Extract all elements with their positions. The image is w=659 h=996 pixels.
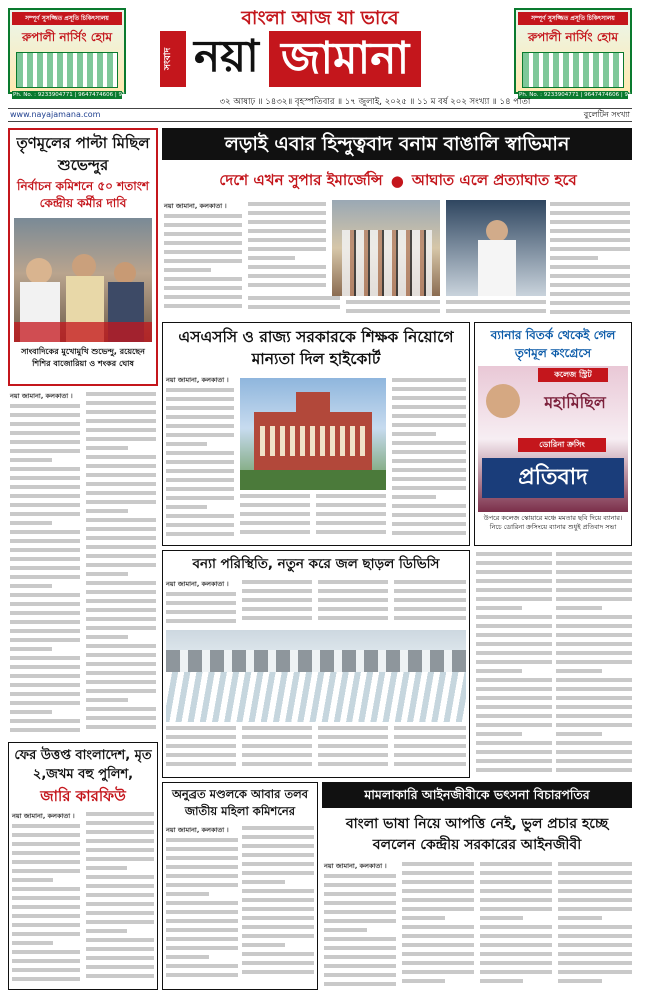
story-flood-body-col7 [318,726,388,774]
story-judge-body-col1 [324,874,396,988]
story-tmc-subheadline: নির্বাচন কমিশনে ৫০ শতাংশ কেন্দ্রীয় কর্মীর দাবি [17,179,149,210]
story-flood-body-col5 [166,726,236,774]
story-lead-body-col1 [164,214,242,312]
story-lead-photo-speaker [446,200,546,296]
story-lead-headline: লড়াই এবার হিন্দুত্ববাদ বনাম বাঙালি স্বাভিমান [224,133,570,155]
story-banner-caption: উপরে কলেজ স্কোয়ারে মঞ্চে মমতার ছবি দিয়ে ব্যানার। নিচে ডোরিনা ক্রসিংয়ে ব্যানার শুধুই প্রতিবাদ সভা [483,514,623,531]
ad-name: রুপালী নার্সিং হোম [21,30,113,44]
banner-photo-title: মহামিছিল [544,393,606,412]
story-ssc-photo-highcourt [240,378,386,490]
ad-building-image [522,52,624,88]
masthead-logo [160,28,480,90]
story-flood-body-col4 [394,580,466,626]
story-women-headline: অনুব্রত মণ্ডলকে আবার তলব জাতীয় মহিলা কমিশনের [171,787,309,818]
ad-left-nursing-home [8,8,154,98]
ad-phone: Ph. No. : 9233904771 | 9647474606 | 9153636368 [13,92,154,98]
story-judge-dateline: নয়া জামানা, কলকাতা । [324,862,387,870]
masthead-title-left: নয়া [194,30,259,82]
story-ssc-headline: এসএসসি ও রাজ্য সরকারকে শিক্ষক নিয়োগে মান্যতা দিল হাইকোর্ট [178,328,454,368]
website-link[interactable]: www.nayajamana.com [10,110,101,119]
story-flood-body-col3 [318,580,388,626]
story-lead-body-col5 [550,202,630,318]
story-lead-photo-rally [332,200,440,296]
story-lead-dateline: নয়া জামানা, কলকাতা । [164,202,227,210]
story-women-body-col1 [166,838,238,984]
story-bd-headline: ফের উত্তপ্ত বাংলাদেশ, মৃত ২,জখম বহু পুলিশ, [14,748,152,782]
story-women-dateline: নয়া জামানা, কলকাতা । [166,826,229,834]
story-lead-sub-right: আঘাত এলে প্রত্যাঘাত হবে [411,170,577,189]
bullet-dot-icon: ● [390,172,404,190]
masthead-sangbad: সংবাদ [160,31,186,87]
ad-top-line: সম্পূর্ণ সুসজ্জিত প্রসূতি চিকিৎসালয় [12,12,122,25]
story-ssc-body-col3 [316,494,386,542]
story-ssc-body-col4 [392,378,466,542]
ad-top-line: সম্পূর্ণ সুসজ্জিত প্রসূতি চিকিৎসালয় [518,12,628,25]
masthead-dateline: ৩২ আষাঢ় ॥ ১৪৩২॥ বৃহস্পতিবার ॥ ১৭ জুলাই, ২০২৫ ॥ ১১ ম বর্ষ ২০২ সংখ্যা ॥ ১৪ পাতা [219,97,531,107]
ad-building-image [16,52,118,88]
story-tmc-photo [14,218,152,342]
story-tmc-body-col2 [86,392,156,738]
masthead-tagline: বাংলা আজ যা ভাবে [241,7,399,29]
story-banner-body-col1 [476,552,552,778]
story-bd-dateline: নয়া জামানা, কলকাতা । [12,812,75,820]
story-lead-body-col2 [248,202,326,294]
story-flood-body-col8 [394,726,466,774]
story-lead-subheadline [172,166,624,196]
story-ssc-body-col1 [166,388,234,542]
story-bd-subheadline: জারি কারফিউ [40,787,126,805]
story-banner-headline: ব্যানার বিতর্ক থেকেই গেল তৃণমূল কংগ্রেসে [490,328,616,360]
story-flood-body-col1 [166,592,236,626]
story-ssc-body-col2 [240,494,310,542]
story-ssc-dateline: নয়া জামানা, কলকাতা । [166,376,229,384]
banner-photo-tag: ডোরিনা ক্রসিং [518,438,606,452]
story-tmc-dateline: নয়া জামানা, কলকাতা । [10,392,73,400]
story-tmc-body-col1 [10,404,80,738]
story-flood-body-col2 [242,580,312,626]
edition-label: বুলেটিন সংখ্যা [583,110,630,119]
story-flood-photo-dam [166,630,466,722]
story-lead-body-col3b [346,300,440,318]
story-banner-photo [478,366,628,512]
website-bar [8,108,632,122]
story-flood-dateline: নয়া জামানা, কলকাতা । [166,580,229,588]
story-bd-body-col1 [12,824,80,984]
story-flood-body-col6 [242,726,312,774]
story-flood-headline: বন্যা পরিস্থিতি, নতুন করে জল ছাড়ল ডিভিসি [192,556,440,572]
story-tmc-headline: তৃণমূলের পাল্টা মিছিল শুভেন্দুর [16,134,150,174]
banner-photo-top-label: কলেজ স্ট্রিট [538,368,608,382]
story-women-body-col2 [242,826,314,984]
ad-right-nursing-home [514,8,659,98]
banner-photo-main: প্রতিবাদ [482,458,624,498]
story-banner-body-col2 [556,552,632,778]
story-judge-headline: মামলাকারি আইনজীবীকে ভৎসনা বিচারপতির [364,787,590,802]
story-tmc-caption: সাংবাদিকের মুখোমুখি শুভেন্দু, রয়েছেন শিশির বাজোরিয়া ও শংকর ঘোষ [21,347,145,368]
story-judge-body-col4 [558,862,632,988]
story-lead-body-col4 [446,300,546,318]
story-judge-subheadline: বাংলা ভাষা নিয়ে আপত্তি নেই, ভুল প্রচার হচ্ছে বললেন কেন্দ্রীয় সরকারের আইনজীবী [345,816,609,853]
story-lead-sub-left: দেশে এখন সুপার ইমার্জেন্সি [219,170,383,189]
story-judge-body-col3 [480,862,552,988]
ad-phone: Ph. No. : 9233904771 | 9647474606 | 9153636368 [519,92,659,98]
ad-name: রুপালী নার্সিং হোম [527,30,619,44]
story-judge-body-col2 [402,862,474,988]
story-bd-body-col2 [86,812,154,984]
story-lead-body-col3 [248,296,340,318]
masthead-title-right: জামানা [269,31,421,87]
